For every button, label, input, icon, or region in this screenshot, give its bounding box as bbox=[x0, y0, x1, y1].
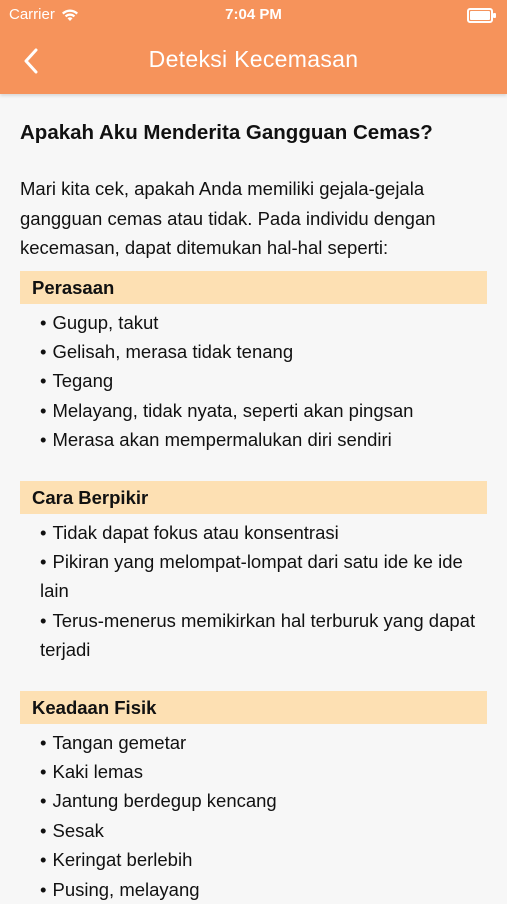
list-item: • Tegang bbox=[40, 370, 114, 392]
list-item: • Tangan gemetar bbox=[40, 731, 187, 753]
page-title: Deteksi Kecemasan bbox=[148, 46, 359, 72]
status-bar bbox=[0, 0, 507, 28]
list-item: • Kaki lemas bbox=[40, 760, 143, 782]
content-area bbox=[0, 94, 507, 904]
status-time: 7:04 PM bbox=[225, 6, 282, 23]
list-item: • Tidak dapat fokus atau konsentrasi bbox=[40, 521, 339, 543]
section-title: Cara Berpikir bbox=[20, 481, 487, 514]
battery-icon bbox=[467, 8, 493, 23]
symptom-list bbox=[20, 724, 487, 904]
list-item: • Merasa akan mempermalukan diri sendiri bbox=[40, 429, 392, 451]
list-item: • Sesak bbox=[40, 819, 104, 841]
list-item: • Gelisah, merasa tidak tenang bbox=[40, 340, 294, 362]
list-item: • Pikiran yang melompat-lompat dari satu ide ke ide lain bbox=[40, 550, 463, 602]
section-title: Perasaan bbox=[20, 271, 487, 304]
intro-paragraph: Mari kita cek, apakah Anda memiliki gejala-gejala gangguan cemas atau tidak. Pada individu dengan kecemasan, dapat ditemukan hal-hal seperti: bbox=[20, 178, 436, 258]
list-item: • Terus-menerus memikirkan hal terburuk yang dapat terjadi bbox=[40, 609, 476, 661]
section-perasaan bbox=[20, 271, 487, 455]
section-keadaan-fisik bbox=[20, 691, 487, 904]
list-item: • Melayang, tidak nyata, seperti akan pingsan bbox=[40, 399, 414, 421]
section-cara-berpikir bbox=[20, 481, 487, 665]
section-title: Keadaan Fisik bbox=[20, 691, 487, 724]
list-item: • Jantung berdegup kencang bbox=[40, 790, 277, 812]
symptom-list bbox=[20, 514, 487, 665]
main-heading: Apakah Aku Menderita Gangguan Cemas? bbox=[20, 121, 433, 144]
symptom-list bbox=[20, 304, 487, 455]
nav-header bbox=[0, 0, 507, 94]
list-item: • Pusing, melayang bbox=[40, 878, 200, 900]
list-item: • Gugup, takut bbox=[40, 311, 159, 333]
list-item: • Keringat berlebih bbox=[40, 849, 193, 871]
carrier-label: Carrier bbox=[9, 6, 55, 23]
